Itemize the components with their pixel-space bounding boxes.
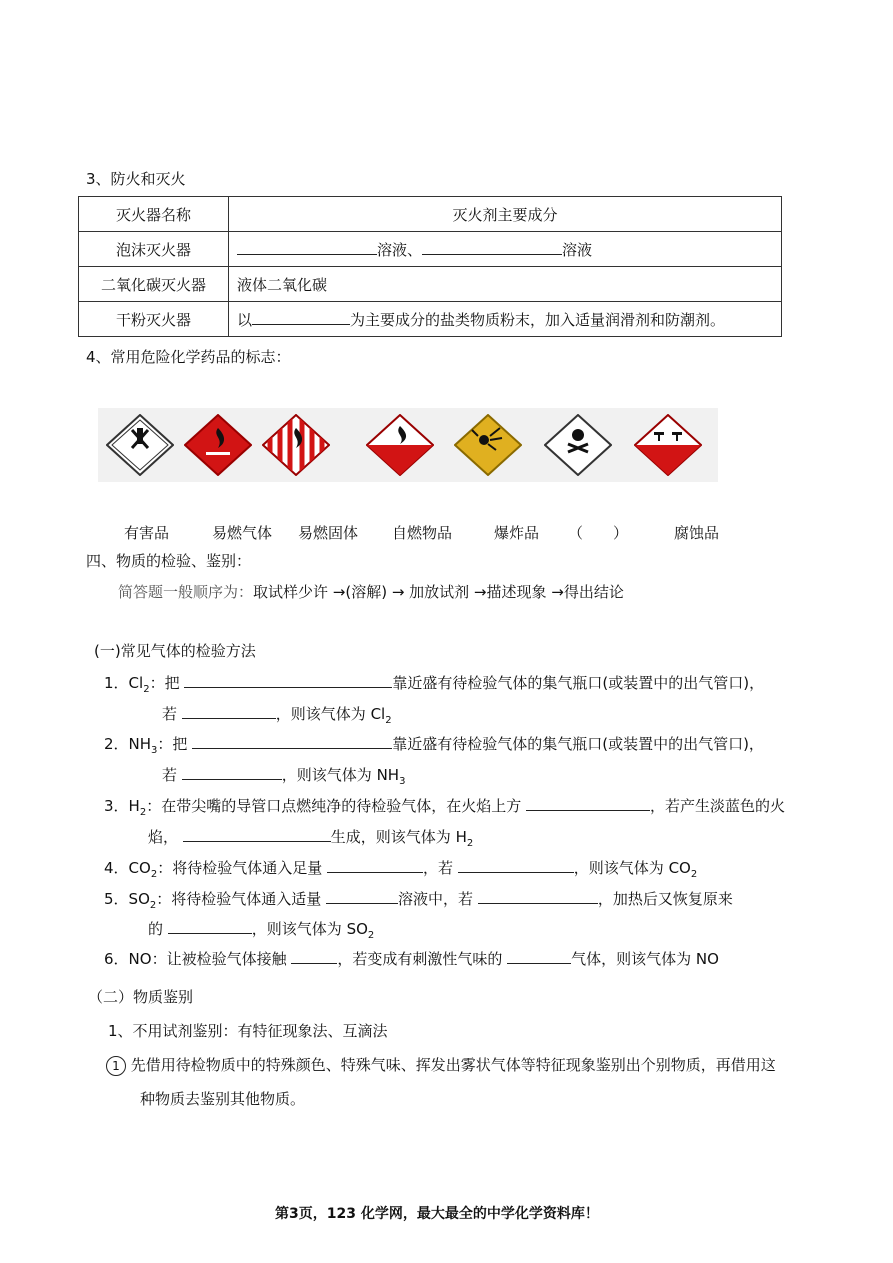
sign-label-flammable-solid: 易燃固体 — [298, 524, 359, 542]
answer-blank[interactable] — [458, 858, 574, 873]
item-text: 溶液中，若 — [398, 890, 474, 908]
sign-label-harmful: 有害品 — [124, 524, 170, 542]
cell-text: 溶液、 — [377, 240, 423, 259]
table-cell-name: 泡沫灭火器 — [79, 232, 229, 267]
gas-test-co2 — [104, 857, 697, 880]
subscript: 2 — [143, 684, 150, 695]
item-text: 5．SO — [104, 890, 150, 908]
item-text: 4．CO — [104, 859, 151, 877]
gas-test-no — [104, 948, 719, 969]
answer-blank[interactable] — [507, 949, 571, 964]
table-cell-name: 干粉灭火器 — [79, 302, 229, 337]
item-text: ，若 — [423, 859, 454, 877]
hazard-signs-strip — [98, 408, 718, 482]
subscript: 2 — [690, 869, 698, 880]
gas-test-so2-line1 — [104, 888, 733, 911]
corrosive-sign-icon — [634, 414, 702, 476]
answer-blank[interactable] — [327, 858, 423, 873]
item-text: 3．H — [104, 797, 140, 815]
identify-subtitle: 1、不用试剂鉴别：有特征现象法、互滴法 — [108, 1022, 388, 1040]
table-header-content: 灭火剂主要成分 — [229, 197, 782, 232]
page-footer: 第3页，123 化学网，最大最全的中学化学资料库！ — [275, 1206, 599, 1222]
gas-test-so2-line2 — [148, 918, 374, 941]
subscript: 2 — [139, 807, 147, 818]
item-text: ：把 — [157, 735, 188, 753]
item-text: 先借用待检物质中的特殊颜色、特殊气味、挥发出雾状气体等特征现象鉴别出个别物质，再借用这 — [130, 1056, 776, 1074]
part4-title: 四、物质的检验、鉴别： — [86, 552, 252, 570]
sign-label-spontaneous: 自燃物品 — [392, 524, 453, 542]
sign-label-blank: （ ） — [568, 524, 629, 542]
cell-text: 以 — [237, 310, 253, 329]
section3-title: 3、防火和灭火 — [86, 170, 186, 188]
toxic-sign-icon — [544, 414, 612, 476]
answer-blank[interactable] — [237, 240, 377, 255]
subscript: 2 — [367, 930, 375, 941]
sign-label-corrosive: 腐蚀品 — [674, 524, 720, 542]
table-row — [79, 267, 782, 302]
subscript: 2 — [150, 869, 158, 880]
item-text: ：在带尖嘴的导管口点燃纯净的待检验气体，在火焰上方 — [146, 797, 522, 815]
item-text: 6．NO：让被检验气体接触 — [104, 950, 287, 968]
gas-test-title: (一)常见气体的检验方法 — [94, 642, 256, 660]
answer-blank[interactable] — [184, 673, 392, 688]
item-text: ：将待检验气体通入适量 — [156, 890, 322, 908]
table-row — [79, 232, 782, 267]
item-text: 气体，则该气体为 NO — [571, 950, 719, 968]
item-text: 的 — [148, 920, 164, 938]
gas-test-nh3-line2 — [162, 764, 405, 787]
answer-blank[interactable] — [168, 919, 252, 934]
identify-item-line2: 种物质去鉴别其他物质。 — [140, 1090, 306, 1108]
item-text: ，加热后又恢复原来 — [597, 890, 733, 908]
table-cell-content: 液体二氧化碳 — [229, 267, 782, 302]
gas-test-cl2-line2 — [162, 703, 392, 726]
item-text: 生成，则该气体为 H — [330, 828, 467, 846]
item-text: ：把 — [149, 674, 180, 692]
gas-test-h2-line1 — [104, 795, 785, 818]
item-text: ：将待检验气体通入足量 — [157, 859, 323, 877]
cell-text: 为主要成分的盐类物质粉末，加入适量润滑剂和防潮剂。 — [350, 310, 726, 329]
section4-title: 4、常用危险化学药品的标志： — [86, 348, 291, 366]
answer-blank[interactable] — [326, 889, 398, 904]
item-text: 焰， — [148, 828, 179, 846]
answer-blank[interactable] — [422, 240, 562, 255]
table-cell-name: 二氧化碳灭火器 — [79, 267, 229, 302]
item-text: 1．Cl — [104, 674, 144, 692]
identify-title: （二）物质鉴别 — [88, 988, 194, 1006]
gas-test-h2-line2 — [148, 826, 473, 849]
item-text: ，若产生淡蓝色的火 — [650, 797, 786, 815]
flammable-gas-sign-icon — [184, 414, 252, 476]
item-text: ，则该气体为 Cl — [275, 705, 386, 723]
item-text: 若 — [162, 766, 178, 784]
subscript: 2 — [466, 838, 474, 849]
answer-blank[interactable] — [182, 704, 276, 719]
procedure-steps: 取试样少许 →(溶解) → 加放试剂 →描述现象 →得出结论 — [253, 583, 624, 601]
table-cell-content — [229, 232, 782, 267]
answer-blank[interactable] — [182, 765, 282, 780]
identify-item-line1 — [106, 1054, 776, 1076]
spontaneous-combustion-sign-icon — [366, 414, 434, 476]
gas-test-nh3-line1 — [104, 733, 764, 756]
cell-text: 溶液 — [562, 240, 593, 259]
item-text: 2．NH — [104, 735, 152, 753]
subscript: 2 — [149, 900, 157, 911]
procedure-line — [118, 581, 624, 602]
answer-blank[interactable] — [192, 734, 392, 749]
item-text: ，则该气体为 CO — [573, 859, 691, 877]
subscript: 3 — [151, 745, 158, 756]
explosive-sign-icon — [454, 414, 522, 476]
answer-blank[interactable] — [252, 310, 350, 325]
item-text: 若 — [162, 705, 178, 723]
answer-blank[interactable] — [183, 827, 331, 842]
answer-blank[interactable] — [291, 949, 337, 964]
sign-label-explosive: 爆炸品 — [494, 524, 540, 542]
flammable-solid-sign-icon — [262, 414, 330, 476]
item-text: ，则该气体为 NH — [281, 766, 400, 784]
table-cell-content — [229, 302, 782, 337]
table-row — [79, 197, 782, 232]
subscript: 3 — [399, 776, 406, 787]
item-text: 靠近盛有待检验气体的集气瓶口(或装置中的出气管口)， — [392, 735, 764, 753]
answer-blank[interactable] — [526, 796, 650, 811]
harmful-sign-icon — [106, 414, 174, 476]
extinguisher-table — [78, 196, 782, 337]
table-row — [79, 302, 782, 337]
answer-blank[interactable] — [478, 889, 598, 904]
sign-label-flammable-gas: 易燃气体 — [212, 524, 273, 542]
table-header-name: 灭火器名称 — [79, 197, 229, 232]
item-text: ，若变成有刺激性气味的 — [337, 950, 503, 968]
subscript: 2 — [385, 715, 392, 726]
circled-number: 1 — [106, 1056, 126, 1076]
procedure-lead: 简答题一般顺序为： — [118, 583, 254, 601]
gas-test-cl2-line1 — [104, 672, 764, 695]
item-text: 靠近盛有待检验气体的集气瓶口(或装置中的出气管口)， — [392, 674, 765, 692]
item-text: ，则该气体为 SO — [251, 920, 368, 938]
